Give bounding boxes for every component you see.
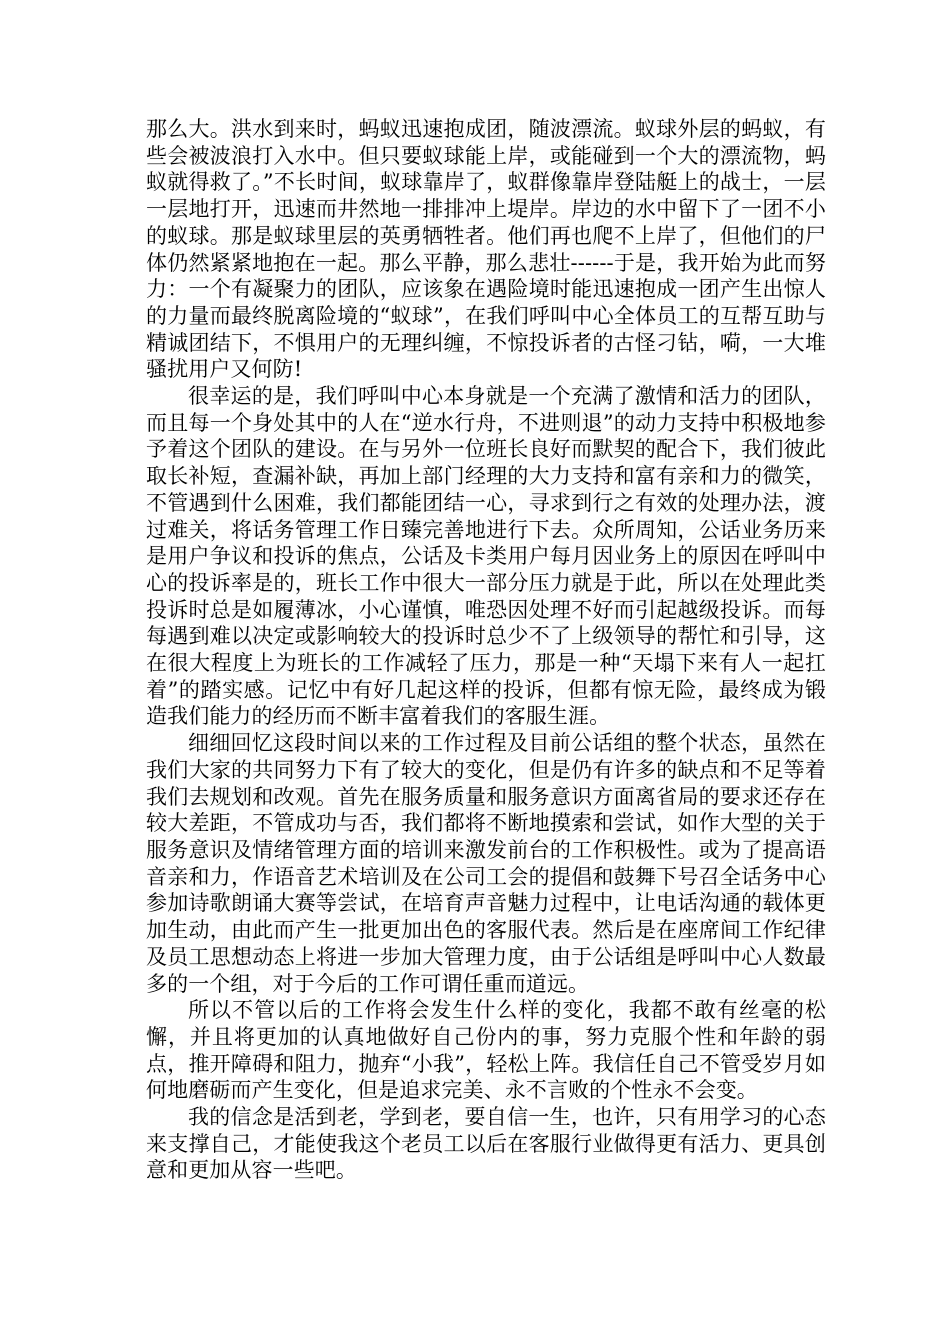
- paragraph-continuation: 那么大。洪水到来时，蚂蚁迅速抱成团，随波漂流。蚁球外层的蚂蚁，有些会被波浪打入水中。但只要蚁球能上岸，或能碰到一个大的漂流物，蚂蚁就得救了。”不长时间，蚁球靠岸了，蚁群像靠岸登陆艇上的战士，一层一层地打开，迅速而井然地一排排冲上堤岸。岸边的水中留下了一团不小的蚁球。那是蚁球里层的英勇牺牲者。他们再也爬不上岸了，但他们的尸体仍然紧紧地抱在一起。那么平静，那么悲壮------于是，我开始为此而努力：一个有凝聚力的团队，应该象在遇险境时能迅速抱成一团产生出惊人的力量而最终脱离险境的“蚁球”，在我们呼叫中心全体员工的互帮互助与精诚团结下，不惧用户的无理纠缠，不惊投诉者的古怪刁钻，嗬，一大堆骚扰用户又何防!: [146, 117, 826, 382]
- paragraph-team-support: 很幸运的是，我们呼叫中心本身就是一个充满了激情和活力的团队，而且每一个身处其中的人在“逆水行舟，不进则退”的动力支持中积极地参予着这个团队的建设。在与另外一位班长良好而默契的配合下，我们彼此取长补短，查漏补缺，再加上部门经理的大力支持和富有亲和力的微笑，不管遇到什么困难，我们都能团结一心，寻求到行之有效的处理办法，渡过难关，将话务管理工作日臻完善地进行下去。众所周知，公话业务历来是用户争议和投诉的焦点，公话及卡类用户每月因业务上的原因在呼叫中心的投诉率是的，班长工作中很大一部分压力就是于此，所以在处理此类投诉时总是如履薄冰，小心谨慎，唯恐因处理不好而引起越级投诉。而每每遇到难以决定或影响较大的投诉时总少不了上级领导的帮忙和引导，这在很大程度上为班长的工作减轻了压力，那是一种“天塌下来有人一起扛着”的踏实感。记忆中有好几起这样的投诉，但都有惊无险，最终成为锻造我们能力的经历而不断丰富着我们的客服生涯。: [146, 384, 826, 729]
- paragraph-commitment: 所以不管以后的工作将会发生什么样的变化，我都不敢有丝毫的松懈，并且将更加的认真地做好自己份内的事，努力克服个性和年龄的弱点，推开障碍和阻力，抛弃“小我”，轻松上阵。我信任自己不管受岁月如何地磨砺而产生变化，但是追求完美、永不言败的个性永不会变。: [146, 998, 826, 1103]
- document-body: [146, 116, 826, 1184]
- paragraph-belief: 我的信念是活到老，学到老，要自信一生，也许，只有用学习的心态来支撑自己，才能使我这个老员工以后在客服行业做得更有活力、更具创意和更加从容一些吧。: [146, 1105, 826, 1183]
- paragraph-review-shortcomings: 细细回忆这段时间以来的工作过程及目前公话组的整个状态，虽然在我们大家的共同努力下有了较大的变化，但是仍有许多的缺点和不足等着我们去规划和改观。首先在服务质量和服务意识方面离省局的要求还存在较大差距，不管成功与否，我们都将不断地摸索和尝试，如作大型的关于服务意识及情绪管理方面的培训来激发前台的工作积极性。或为了提高语音亲和力，作语音艺术培训及在公司工会的提倡和鼓舞下号召全话务中心参加诗歌朗诵大赛等尝试，在培育声音魅力过程中，让电话沟通的载体更加生动，由此而产生一批更加出色的客服代表。然后是在座席间工作纪律及员工思想动态上将进一步加大管理力度，由于公话组是呼叫中心人数最多的一个组，对于今后的工作可谓任重而道远。: [146, 731, 826, 996]
